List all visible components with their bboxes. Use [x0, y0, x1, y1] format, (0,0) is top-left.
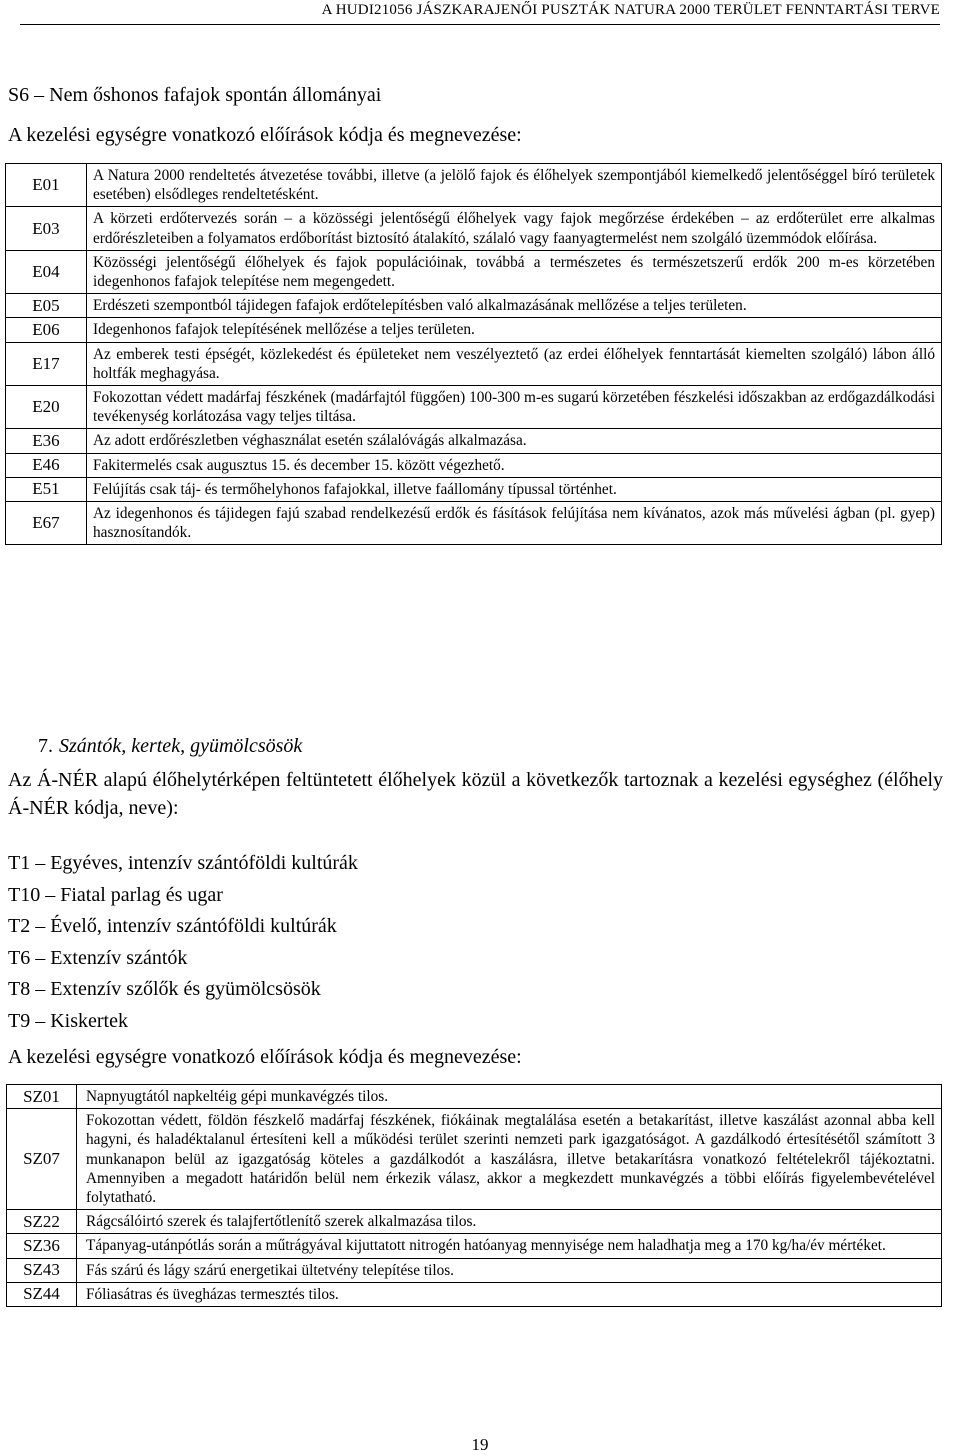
- prescription-code: E01: [6, 164, 87, 207]
- prescription-text: A körzeti erdőtervezés során – a közösségi jelentőségű élőhelyek vagy fajok megőrzése érdekében – az erdőterület erre alkalmas erdőrészleteiben a folyamatos erdőborítást biztosító átalakító, szálaló vagy faanyagtermelést nem szolgáló üzemmódok előírása.: [87, 207, 942, 250]
- header-divider: [20, 24, 940, 25]
- prescription-code: SZ07: [7, 1109, 77, 1210]
- prescription-code: E46: [6, 453, 87, 477]
- prescription-code: SZ01: [7, 1085, 77, 1109]
- prescription-code: E20: [6, 386, 87, 429]
- section-title: S6 – Nem őshonos fafajok spontán állományai: [8, 84, 382, 106]
- prescription-code: SZ43: [7, 1258, 77, 1282]
- table-row: [6, 386, 942, 429]
- prescription-text: Fás szárú és lágy szárú energetikai ültetvény telepítése tilos.: [77, 1258, 942, 1282]
- prescription-text: Napnyugtától napkeltéig gépi munkavégzés tilos.: [77, 1085, 942, 1109]
- running-header: A HUDI21056 JÁSZKARAJENŐI PUSZTÁK NATURA 2000 TERÜLET FENNTARTÁSI TERVE: [321, 2, 940, 18]
- habitat-item: T1 – Egyéves, intenzív szántóföldi kultúrák: [8, 852, 358, 874]
- table-row: [6, 318, 942, 342]
- prescription-text: Közösségi jelentőségű élőhelyek és fajok populációinak, továbbá a természetes és természetszerű erdők 200 m-es körzetében idegenhonos fafajok telepítése nem megengedett.: [87, 250, 942, 293]
- prescription-text: Fóliasátras és üvegházas termesztés tilos.: [77, 1282, 942, 1306]
- table-row: [6, 502, 942, 545]
- table-row: [7, 1085, 942, 1109]
- chapter-number: 7.: [38, 735, 53, 757]
- table-row: [6, 429, 942, 453]
- prescription-text: Rágcsálóirtó szerek és talajfertőtlenítő szerek alkalmazása tilos.: [77, 1210, 942, 1234]
- habitat-item: T10 – Fiatal parlag és ugar: [8, 883, 223, 906]
- prescription-text: Az adott erdőrészletben véghasználat esetén szálalóvágás alkalmazása.: [87, 429, 942, 453]
- intro-paragraph: Az Á-NÉR alapú élőhelytérképen feltüntetett élőhelyek közül a következők tartoznak a kezelési egységhez (élőhely Á-NÉR kódja, neve):: [8, 769, 943, 819]
- table-row: [7, 1210, 942, 1234]
- prescription-text: Az idegenhonos és tájidegen fajú szabad rendelkezésű erdők és fásítások felújítása nem kívánatos, azok más művelési ágban (pl. gyep) hasznosítandók.: [87, 502, 942, 545]
- habitat-list: [8, 848, 358, 1037]
- prescriptions-heading: A kezelési egységre vonatkozó előírások kódja és megnevezése:: [8, 124, 522, 146]
- prescription-text: Erdészeti szempontból tájidegen fafajok erdőtelepítésben való alkalmazásának mellőzése a teljes területen.: [87, 294, 942, 318]
- habitat-item: T8 – Extenzív szőlők és gyümölcsösök: [8, 978, 321, 1000]
- table-row: [6, 164, 942, 207]
- prescription-code: SZ22: [7, 1210, 77, 1234]
- prescription-text: Az emberek testi épségét, közlekedést és épületeket nem veszélyeztető (az erdei élőhelyek fenntartását kiemelten szolgáló) lábon álló holtfák meghagyása.: [87, 342, 942, 385]
- table-row: [6, 294, 942, 318]
- prescription-code: E06: [6, 318, 87, 342]
- prescriptions-table-2: [6, 1084, 942, 1307]
- table-row: [6, 342, 942, 385]
- prescription-code: E51: [6, 477, 87, 501]
- table-row: [6, 477, 942, 501]
- habitat-item: T2 – Évelő, intenzív szántóföldi kultúrák: [8, 915, 337, 937]
- prescription-text: Fakitermelés csak augusztus 15. és december 15. között végezhető.: [87, 453, 942, 477]
- prescription-code: SZ36: [7, 1234, 77, 1258]
- page-number: 19: [471, 1435, 489, 1454]
- prescription-code: E03: [6, 207, 87, 250]
- table-row: [7, 1234, 942, 1258]
- prescription-code: E36: [6, 429, 87, 453]
- habitat-item: T9 – Kiskertek: [8, 1009, 128, 1032]
- prescription-code: E05: [6, 294, 87, 318]
- chapter-title: Szántók, kertek, gyümölcsösök: [59, 735, 303, 757]
- prescription-text: Felújítás csak táj- és termőhelyhonos fafajokkal, illetve faállomány típussal történhet.: [87, 477, 942, 501]
- prescription-text: Idegenhonos fafajok telepítésének mellőzése a teljes területen.: [87, 318, 942, 342]
- table-row: [6, 207, 942, 250]
- table-row: [7, 1258, 942, 1282]
- table-row: [6, 250, 942, 293]
- prescription-text: Tápanyag-utánpótlás során a műtrágyával kijuttatott nitrogén hatóanyag mennyisége nem haladhatja meg a 170 kg/ha/év mértéket.: [77, 1234, 942, 1258]
- chapter-heading: [38, 735, 302, 758]
- prescription-code: SZ44: [7, 1282, 77, 1306]
- prescriptions-heading-2: A kezelési egységre vonatkozó előírások kódja és megnevezése:: [8, 1046, 522, 1068]
- table-row: [7, 1109, 942, 1210]
- habitat-item: T6 – Extenzív szántók: [8, 946, 188, 969]
- table-row: [6, 453, 942, 477]
- prescription-code: E67: [6, 502, 87, 545]
- prescription-text: Fokozottan védett madárfaj fészkének (madárfajtól függően) 100-300 m-es sugarú körzetében fészkelési időszakban az erdőgazdálkodási tevékenység korlátozása vagy teljes tiltása.: [87, 386, 942, 429]
- prescription-text: Fokozottan védett, földön fészkelő madárfaj fészkének, fiókáinak megtalálása esetén a betakarítást, illetve kaszálást azonnal abba kell hagyni, és haladéktalanul értesíteni kell a működési terület szerinti nemzeti park igazgatóságot. A gazdálkodó értesítésétől számított 3 munkanapon belül az igazgatóság köteles a gazdálkodót a kaszálásra, illetve betakarításra vonatkozó feltételekről tájékoztatni. Amennyiben a megadott határidőn belül nem érkezik válasz, akkor a megkezdett munkavégzés a többi előírás figyelembevételével folytatható.: [77, 1109, 942, 1210]
- prescriptions-table: [5, 163, 942, 545]
- table-row: [7, 1282, 942, 1306]
- prescription-code: E17: [6, 342, 87, 385]
- prescription-code: E04: [6, 250, 87, 293]
- prescription-text: A Natura 2000 rendeltetés átvezetése további, illetve (a jelölő fajok és élőhelyek szempontjából kiemelkedő jelentőséggel bíró területek esetében) elsődleges rendeltetésként.: [87, 164, 942, 207]
